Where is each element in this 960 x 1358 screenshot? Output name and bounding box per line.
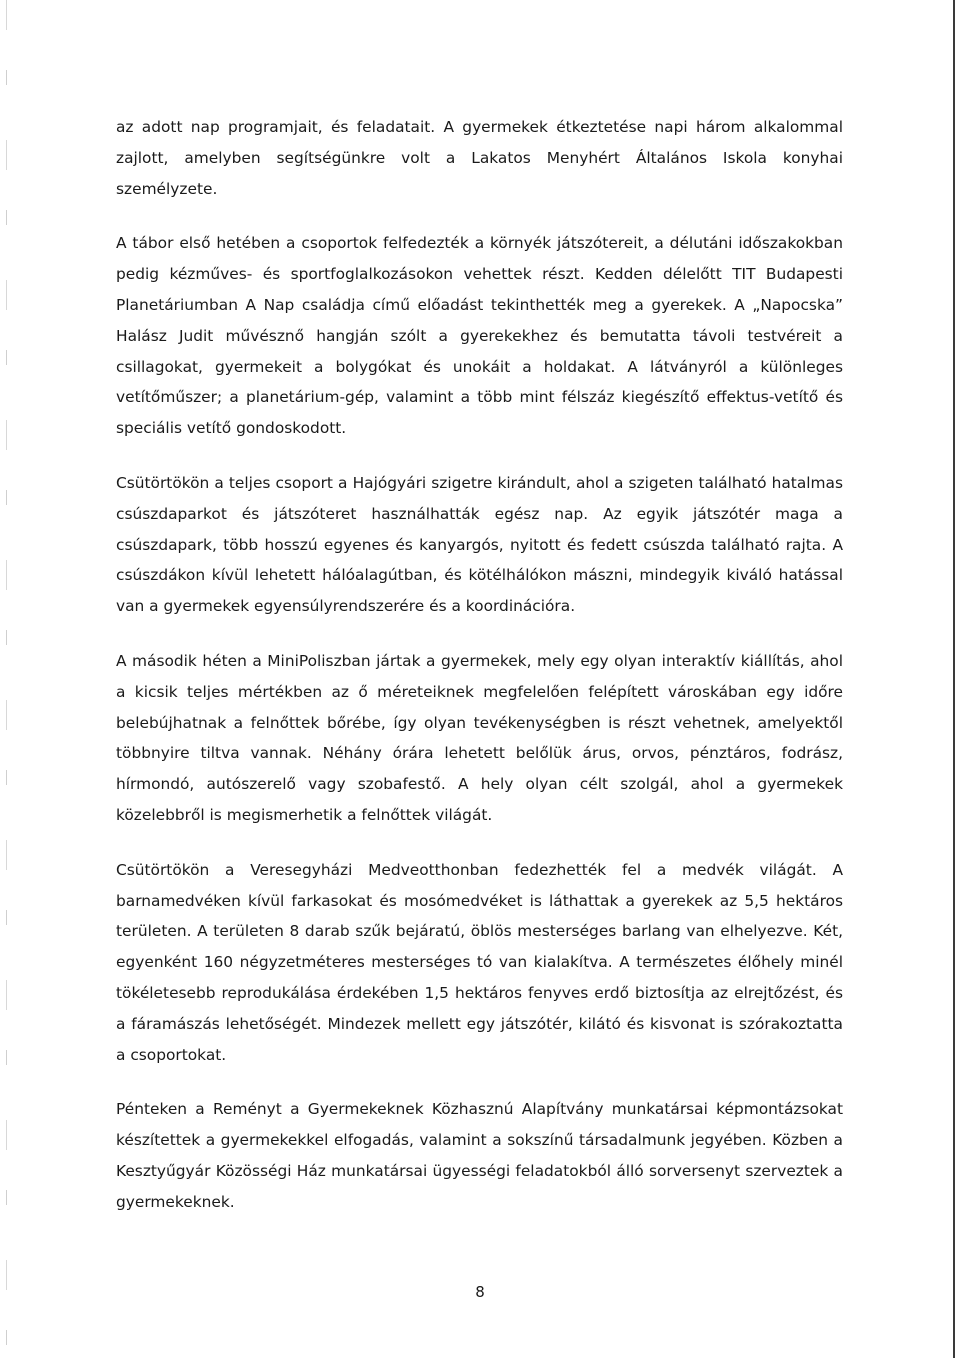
paragraph-minipolisz: A második héten a MiniPoliszban jártak a gyermekek, mely egy olyan interaktív kiállítás, ahol a kicsik teljes mértékben az ő méreteiknek megfelelően felépített városkában egy időre belebújhatnak a felnőttek bőrébe, így olyan tevékenységben is részt vehetnek, amelyektől többnyire tiltva vannak. Néhány órára lehetett belőlük árus, orvos, pénztáros, fodrász, hírmondó, autószerelő vagy szobafestő. A hely olyan célt szolgál, ahol a gyermekek közelebbről is megismerhetik a felnőttek világát. bbox=[116, 651, 843, 824]
paragraph-first-week: A tábor első hetében a csoportok felfedezték a környék játszótereit, a délutáni időszakokban pedig kézműves- és sportfoglalkozásokon vehettek részt. Kedden délelőtt TIT Budapesti Planetáriumban A Nap családja című előadást tekinthették meg a gyerekek. A „Napocska” Halász Judit művésznő hangján szólt a gyerekekhez és bemutatta távoli testvéreit a csillagokat, gyermekeit a bolygókat és unokáit a holdakat. A látványról a különleges vetítőműszer; a planetárium-gép, valamint a több mint félszáz kiegészítő effektus-vetítő és speciális vetítő gondoskodott. bbox=[116, 234, 843, 438]
paragraph-meals: az adott nap programjait, és feladatait. A gyermekek étkeztetése napi három alkalommal zajlott, amelyben segítségünkre volt a Lakatos Menyhért Általános Iskola konyhai személyzete. bbox=[116, 118, 843, 198]
page-number: 8 bbox=[475, 1283, 485, 1301]
paragraph-hajogyari-trip: Csütörtökön a teljes csoport a Hajógyári szigetre kirándult, ahol a szigeten található hatalmas csúszdaparkot és játszóteret használhatták egész nap. Az egyik játszótér maga a csúszdapark, több hosszú egyenes és kanyargós, nyitott és fedett csúszda található rajta. A csúszdákon kívül lehetett hálóalagútban, és kötélhálókon mászni, mindegyik kiváló hatással van a gyermekek egyensúlyrendszerére és a koordinációra. bbox=[116, 473, 843, 616]
scan-edge-left bbox=[6, 0, 7, 1358]
body-text bbox=[116, 112, 843, 1242]
paragraph-medveotthon: Csütörtökön a Veresegyházi Medveotthonban fedezhették fel a medvék világát. A barnamedvéken kívül farkasokat és mosómedvéket is láthattak a gyerekek az 5,5 hektáros területen. A területen 8 darab szűk bejáratú, öblös mesterséges barlang van elhelyezve. Két, egyenként 160 négyzetméteres mesterséges tó van kialakítva. A természetes élőhely minél tökéletesebb reprodukálása érdekében 1,5 hektáros fenyves erdő biztosítja az elrejtőzést, és a fáramászás lehetőségét. Mindezek mellett egy játszótér, kilátó és kisvonat is szórakoztatta a csoportokat. bbox=[116, 860, 843, 1064]
paragraph-friday: Pénteken a Reményt a Gyermekeknek Közhasznú Alapítvány munkatársai képmontázsokat készítettek a gyermekekkel elfogadás, valamint a sokszínű társadalmunk jegyében. Közben a Kesztyűgyár Közösségi Ház munkatársai ügyességi feladatokból álló sorversenyt szerveztek a gyermekeknek. bbox=[116, 1100, 843, 1211]
scan-edge-right bbox=[953, 0, 955, 1358]
